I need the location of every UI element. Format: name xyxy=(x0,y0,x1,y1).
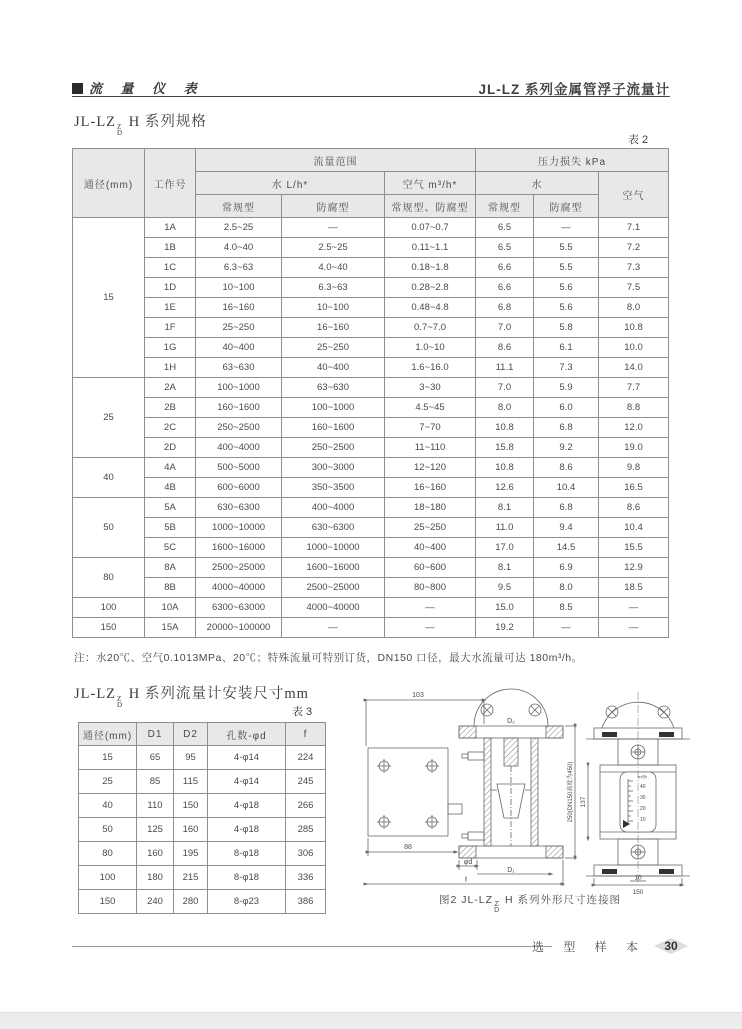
spec-cell: 10~100 xyxy=(282,298,385,318)
spec-cell: 25~250 xyxy=(282,338,385,358)
spec-cell: 160~1600 xyxy=(282,418,385,438)
install-row xyxy=(79,794,326,818)
spec-cell: 10A xyxy=(145,598,196,618)
spec-row xyxy=(73,418,669,438)
spec-cell: 12.9 xyxy=(599,558,669,578)
spec-cell: 10.8 xyxy=(599,318,669,338)
install-cell: 95 xyxy=(174,746,208,770)
spec-cell: 11~110 xyxy=(385,438,476,458)
spec-cell: 20000~100000 xyxy=(196,618,282,638)
col-work-no: 工作号 xyxy=(145,149,196,218)
spec-cell: 5.6 xyxy=(534,298,599,318)
spec-cell: 10.0 xyxy=(599,338,669,358)
spec-cell: 7.2 xyxy=(599,238,669,258)
spec-cell: 350~3500 xyxy=(282,478,385,498)
spec-cell: 5B xyxy=(145,518,196,538)
page-number: 30 xyxy=(664,939,678,953)
section2-title xyxy=(74,682,309,708)
spec-cell: — xyxy=(534,218,599,238)
spec-cell: — xyxy=(282,618,385,638)
spec-cell: 400~4000 xyxy=(196,438,282,458)
spec-cell: 12.0 xyxy=(599,418,669,438)
install-cell: 150 xyxy=(79,890,137,914)
spec-cell: 8.6 xyxy=(476,338,534,358)
install-table-head xyxy=(79,723,326,746)
caption-sub: D xyxy=(494,907,501,914)
spec-cell: 8.0 xyxy=(476,398,534,418)
footer-label: 选 型 样 本 xyxy=(531,940,646,954)
spec-cell: 6.6 xyxy=(476,278,534,298)
spec-cell: 1600~16000 xyxy=(282,558,385,578)
spec-cell: 400~4000 xyxy=(282,498,385,518)
install-cell: 150 xyxy=(174,794,208,818)
col-flow-range: 流量范围 xyxy=(196,149,476,172)
spec-cell: 6.8 xyxy=(534,498,599,518)
spec-cell: 2500~25000 xyxy=(282,578,385,598)
spec-cell: 14.0 xyxy=(599,358,669,378)
col-air-flow: 空气 m³/h* xyxy=(385,172,476,195)
spec-cell: 2.5~25 xyxy=(282,238,385,258)
spec-cell: 7.0 xyxy=(476,318,534,338)
install-cell: 266 xyxy=(286,794,326,818)
spec-cell: 6.9 xyxy=(534,558,599,578)
diameter-cell: 25 xyxy=(73,378,145,458)
spec-cell: 19.0 xyxy=(599,438,669,458)
install-table-body xyxy=(79,746,326,914)
spec-cell: 1B xyxy=(145,238,196,258)
install-cell: 4-φ18 xyxy=(208,794,286,818)
install-cell: 160 xyxy=(174,818,208,842)
spec-cell: 6.8 xyxy=(534,418,599,438)
spec-cell: 250~2500 xyxy=(282,438,385,458)
dim-10: 10 xyxy=(634,874,642,882)
spec-cell: 0.11~1.1 xyxy=(385,238,476,258)
spec-table-head xyxy=(73,149,669,218)
spec-cell: 8.8 xyxy=(599,398,669,418)
dim-d1: D₁ xyxy=(507,867,515,874)
spec-cell: 10.4 xyxy=(534,478,599,498)
model-zd-stack xyxy=(117,124,123,136)
install-cell: 8-φ18 xyxy=(208,842,286,866)
spec-row xyxy=(73,378,669,398)
scan-edge xyxy=(0,1012,742,1029)
spec-cell: 12.6 xyxy=(476,478,534,498)
footer-rule xyxy=(72,946,552,947)
spec-row xyxy=(73,458,669,478)
spec-cell: 16~160 xyxy=(282,318,385,338)
spec-row xyxy=(73,358,669,378)
spec-row xyxy=(73,518,669,538)
spec-cell: 7.0 xyxy=(476,378,534,398)
figure-caption-suffix: H 系列外形尺寸连接图 xyxy=(501,894,622,906)
install-row xyxy=(79,866,326,890)
col-pressure-loss: 压力损失 kPa xyxy=(476,149,669,172)
install-cell: 15 xyxy=(79,746,137,770)
spec-cell: 1000~10000 xyxy=(196,518,282,538)
spec-cell: 8.0 xyxy=(534,578,599,598)
dim-f: f xyxy=(465,877,467,884)
spec-cell: 18~180 xyxy=(385,498,476,518)
spec-cell: 15A xyxy=(145,618,196,638)
install-row xyxy=(79,890,326,914)
install-row xyxy=(79,770,326,794)
spec-row xyxy=(73,258,669,278)
spec-cell: 6.0 xyxy=(534,398,599,418)
spec-cell: 1000~10000 xyxy=(282,538,385,558)
spec-cell: 6.1 xyxy=(534,338,599,358)
spec-cell: 63~630 xyxy=(282,378,385,398)
spec-cell: 9.2 xyxy=(534,438,599,458)
spec-cell: 8A xyxy=(145,558,196,578)
spec-cell: 16~160 xyxy=(196,298,282,318)
spec-row xyxy=(73,498,669,518)
spec-cell: 0.48~4.8 xyxy=(385,298,476,318)
spec-cell: 4.0~40 xyxy=(282,258,385,278)
spec-cell: 250~2500 xyxy=(196,418,282,438)
scale-tick-10: 10 xyxy=(640,817,646,823)
spec-cell: 60~600 xyxy=(385,558,476,578)
spec-cell: 1A xyxy=(145,218,196,238)
spec-cell: 0.18~1.8 xyxy=(385,258,476,278)
install-cell: 4-φ14 xyxy=(208,770,286,794)
col-regular-anticorrosive: 常规型、防腐型 xyxy=(385,195,476,218)
sectional-view xyxy=(366,689,577,886)
spec-cell: 5C xyxy=(145,538,196,558)
install-col-header: D2 xyxy=(174,723,208,746)
install-cell: 240 xyxy=(137,890,174,914)
spec-cell: 9.8 xyxy=(599,458,669,478)
install-cell: 215 xyxy=(174,866,208,890)
spec-cell: 40~400 xyxy=(196,338,282,358)
spec-cell: 6.8 xyxy=(476,298,534,318)
model-sub: D xyxy=(117,129,124,137)
model-sup2: Z xyxy=(117,695,123,703)
spec-cell: 10.8 xyxy=(476,458,534,478)
spec-cell: 6.5 xyxy=(476,238,534,258)
spec-cell: 2500~25000 xyxy=(196,558,282,578)
col-water-flow: 水 L/h* xyxy=(196,172,385,195)
spec-cell: 8.0 xyxy=(599,298,669,318)
spec-cell: 8.5 xyxy=(534,598,599,618)
section1-title-suffix: H 系列规格 xyxy=(124,114,207,130)
spec-cell: 2A xyxy=(145,378,196,398)
spec-cell: 1.6~16.0 xyxy=(385,358,476,378)
install-cell: 25 xyxy=(79,770,137,794)
spec-cell: 17.0 xyxy=(476,538,534,558)
spec-cell: 25~250 xyxy=(385,518,476,538)
spec-cell: 11.1 xyxy=(476,358,534,378)
spec-cell: 9.4 xyxy=(534,518,599,538)
spec-cell: 9.5 xyxy=(476,578,534,598)
spec-cell: 6.3~63 xyxy=(282,278,385,298)
install-cell: 280 xyxy=(174,890,208,914)
spec-cell: — xyxy=(282,218,385,238)
spec-row xyxy=(73,578,669,598)
spec-cell: 8.1 xyxy=(476,498,534,518)
header-rule xyxy=(72,96,670,97)
install-cell: 285 xyxy=(286,818,326,842)
section2-title-prefix: JL-LZ xyxy=(74,686,117,702)
install-cell: 160 xyxy=(137,842,174,866)
col-regular: 常规型 xyxy=(196,195,282,218)
spec-cell: 8.1 xyxy=(476,558,534,578)
section1-title-prefix: JL-LZ xyxy=(74,114,117,130)
spec-row xyxy=(73,298,669,318)
spec-cell: 18.5 xyxy=(599,578,669,598)
spec-cell: 10~100 xyxy=(196,278,282,298)
spec-cell: 2C xyxy=(145,418,196,438)
install-cell: 40 xyxy=(79,794,137,818)
install-row xyxy=(79,818,326,842)
figure-caption-prefix: 图2 JL-LZ xyxy=(438,894,494,906)
spec-cell: 4000~40000 xyxy=(196,578,282,598)
spec-cell: 600~6000 xyxy=(196,478,282,498)
install-col-header: 孔数-φd xyxy=(208,723,286,746)
caption-sup: Z xyxy=(494,901,500,908)
install-cell: 4-φ14 xyxy=(208,746,286,770)
section2-title-suffix: H 系列流量计安装尺寸mm xyxy=(124,686,309,702)
spec-cell: 160~1600 xyxy=(196,398,282,418)
spec-cell: 1F xyxy=(145,318,196,338)
col-water-loss: 水 xyxy=(476,172,599,195)
spec-cell: — xyxy=(599,618,669,638)
spec-cell: 12~120 xyxy=(385,458,476,478)
dim-250: 250(DN150高度为450) xyxy=(568,761,574,823)
spec-cell: 8.6 xyxy=(599,498,669,518)
install-col-header: f xyxy=(286,723,326,746)
spec-cell: 100~1000 xyxy=(282,398,385,418)
spec-cell: 1600~16000 xyxy=(196,538,282,558)
spec-row xyxy=(73,398,669,418)
install-row xyxy=(79,746,326,770)
spec-cell: 2D xyxy=(145,438,196,458)
spec-cell: 15.5 xyxy=(599,538,669,558)
header-product-title: JL-LZ 系列金属管浮子流量计 xyxy=(478,82,670,97)
spec-cell: — xyxy=(385,618,476,638)
spec-row xyxy=(73,478,669,498)
spec-cell: 7.1 xyxy=(599,218,669,238)
spec-cell: 0.28~2.8 xyxy=(385,278,476,298)
spec-cell: 1G xyxy=(145,338,196,358)
install-cell: 125 xyxy=(137,818,174,842)
scale-tick-40: 40 xyxy=(640,784,646,790)
external-view xyxy=(586,692,690,886)
col-loss-anticorrosive: 防腐型 xyxy=(534,195,599,218)
diameter-cell: 40 xyxy=(73,458,145,498)
table2-tag: 表 2 xyxy=(628,134,649,146)
spec-cell: 2.5~25 xyxy=(196,218,282,238)
dim-d2: D₂ xyxy=(507,718,515,725)
spec-cell: — xyxy=(599,598,669,618)
install-col-header: D1 xyxy=(137,723,174,746)
square-bullet-icon xyxy=(72,83,83,94)
diameter-cell: 50 xyxy=(73,498,145,558)
install-cell: 386 xyxy=(286,890,326,914)
spec-cell: 1C xyxy=(145,258,196,278)
spec-cell: 5A xyxy=(145,498,196,518)
spec-cell: 4000~40000 xyxy=(282,598,385,618)
spec-cell: 16~160 xyxy=(385,478,476,498)
spec-row xyxy=(73,558,669,578)
spec-cell: 15.0 xyxy=(476,598,534,618)
technical-drawing xyxy=(356,686,694,896)
spec-cell: 7~70 xyxy=(385,418,476,438)
spec-row xyxy=(73,598,669,618)
spec-cell: 19.2 xyxy=(476,618,534,638)
spec-cell: 7.3 xyxy=(534,358,599,378)
section1-title xyxy=(74,110,207,136)
spec-cell: 300~3000 xyxy=(282,458,385,478)
spec-cell: 7.7 xyxy=(599,378,669,398)
diameter-cell: 150 xyxy=(73,618,145,638)
spec-cell: 3~30 xyxy=(385,378,476,398)
spec-cell: 1E xyxy=(145,298,196,318)
spec-row xyxy=(73,618,669,638)
spec-cell: 5.5 xyxy=(534,238,599,258)
install-table xyxy=(78,722,326,914)
spec-cell: — xyxy=(385,598,476,618)
footer-page xyxy=(654,937,688,955)
install-cell: 110 xyxy=(137,794,174,818)
spec-cell: 0.7~7.0 xyxy=(385,318,476,338)
spec-cell: 100~1000 xyxy=(196,378,282,398)
dim-phid: φd xyxy=(463,859,473,866)
table3-tag: 表 3 xyxy=(292,706,313,718)
scale-tick-30: 30 xyxy=(640,795,646,801)
dim-150: 150 xyxy=(632,889,644,896)
bolt-hole-icon xyxy=(377,759,439,829)
col-anticorrosive: 防腐型 xyxy=(282,195,385,218)
model-sub2: D xyxy=(117,701,124,709)
dim-137: 137 xyxy=(580,796,587,808)
spec-row xyxy=(73,538,669,558)
spec-row xyxy=(73,218,669,238)
install-cell: 115 xyxy=(174,770,208,794)
install-cell: 80 xyxy=(79,842,137,866)
spec-cell: 14.5 xyxy=(534,538,599,558)
spec-cell: 6.3~63 xyxy=(196,258,282,278)
spec-cell: 16.5 xyxy=(599,478,669,498)
spec-cell: 6300~63000 xyxy=(196,598,282,618)
spec-table-body xyxy=(73,218,669,638)
spec-cell: 4A xyxy=(145,458,196,478)
install-cell: 306 xyxy=(286,842,326,866)
header-category xyxy=(72,78,204,97)
spec-cell: 0.07~0.7 xyxy=(385,218,476,238)
install-cell: 50 xyxy=(79,818,137,842)
spec-cell: 5.8 xyxy=(534,318,599,338)
page-footer xyxy=(72,936,690,956)
spec-cell: 8B xyxy=(145,578,196,598)
spec-cell: 10.8 xyxy=(476,418,534,438)
spec-cell: 7.3 xyxy=(599,258,669,278)
spec-row xyxy=(73,438,669,458)
install-cell: 224 xyxy=(286,746,326,770)
spec-cell: 5.9 xyxy=(534,378,599,398)
spec-cell: 2B xyxy=(145,398,196,418)
install-cell: 8-φ23 xyxy=(208,890,286,914)
dim-103: 103 xyxy=(412,692,424,699)
spec-cell: 6.6 xyxy=(476,258,534,278)
table-note: 注：水20℃、空气0.1013MPa、20℃；特殊流量可特别订货，DN150 口径，最大水流量可达 180m³/h。 xyxy=(74,652,583,664)
diameter-cell: 15 xyxy=(73,218,145,378)
header-category-label: 流 量 仪 表 xyxy=(89,82,204,97)
install-col-header: 通径(mm) xyxy=(79,723,137,746)
spec-cell: 4.0~40 xyxy=(196,238,282,258)
spec-cell: 1H xyxy=(145,358,196,378)
scale-tick-20: 20 xyxy=(640,806,646,812)
spec-cell: 5.5 xyxy=(534,258,599,278)
col-loss-regular: 常规型 xyxy=(476,195,534,218)
diameter-cell: 80 xyxy=(73,558,145,598)
spec-cell: 6.5 xyxy=(476,218,534,238)
spec-cell: 5.6 xyxy=(534,278,599,298)
spec-cell: 630~6300 xyxy=(282,518,385,538)
spec-cell: — xyxy=(534,618,599,638)
col-air-loss: 空气 xyxy=(599,172,669,218)
spec-cell: 1D xyxy=(145,278,196,298)
spec-table xyxy=(72,148,669,638)
page-header xyxy=(72,78,670,98)
model-sup: Z xyxy=(117,123,123,131)
spec-cell: 25~250 xyxy=(196,318,282,338)
spec-cell: 40~400 xyxy=(385,538,476,558)
spec-cell: 11.0 xyxy=(476,518,534,538)
install-cell: 8-φ18 xyxy=(208,866,286,890)
install-cell: 100 xyxy=(79,866,137,890)
install-table-container xyxy=(78,722,326,914)
model-zd-stack2 xyxy=(117,696,123,708)
spec-row xyxy=(73,338,669,358)
col-diameter: 通径(mm) xyxy=(73,149,145,218)
install-cell: 4-φ18 xyxy=(208,818,286,842)
spec-cell: 15.8 xyxy=(476,438,534,458)
diameter-cell: 100 xyxy=(73,598,145,618)
model-zd-stack3 xyxy=(494,902,500,914)
install-cell: 336 xyxy=(286,866,326,890)
install-cell: 195 xyxy=(174,842,208,866)
install-cell: 65 xyxy=(137,746,174,770)
spec-cell: 500~5000 xyxy=(196,458,282,478)
install-cell: 245 xyxy=(286,770,326,794)
spec-cell: 7.5 xyxy=(599,278,669,298)
spec-cell: 630~6300 xyxy=(196,498,282,518)
spec-cell: 40~400 xyxy=(282,358,385,378)
install-cell: 85 xyxy=(137,770,174,794)
spec-cell: 63~630 xyxy=(196,358,282,378)
spec-cell: 4B xyxy=(145,478,196,498)
spec-cell: 8.6 xyxy=(534,458,599,478)
spec-cell: 4.5~45 xyxy=(385,398,476,418)
spec-cell: 1.0~10 xyxy=(385,338,476,358)
spec-table-container xyxy=(72,148,669,638)
install-row xyxy=(79,842,326,866)
figure-caption xyxy=(380,892,680,914)
dim-88: 88 xyxy=(404,844,412,851)
spec-row xyxy=(73,278,669,298)
scale-unit: m³/h xyxy=(638,774,647,780)
spec-row xyxy=(73,318,669,338)
install-cell: 180 xyxy=(137,866,174,890)
spec-cell: 80~800 xyxy=(385,578,476,598)
spec-row xyxy=(73,238,669,258)
spec-cell: 10.4 xyxy=(599,518,669,538)
